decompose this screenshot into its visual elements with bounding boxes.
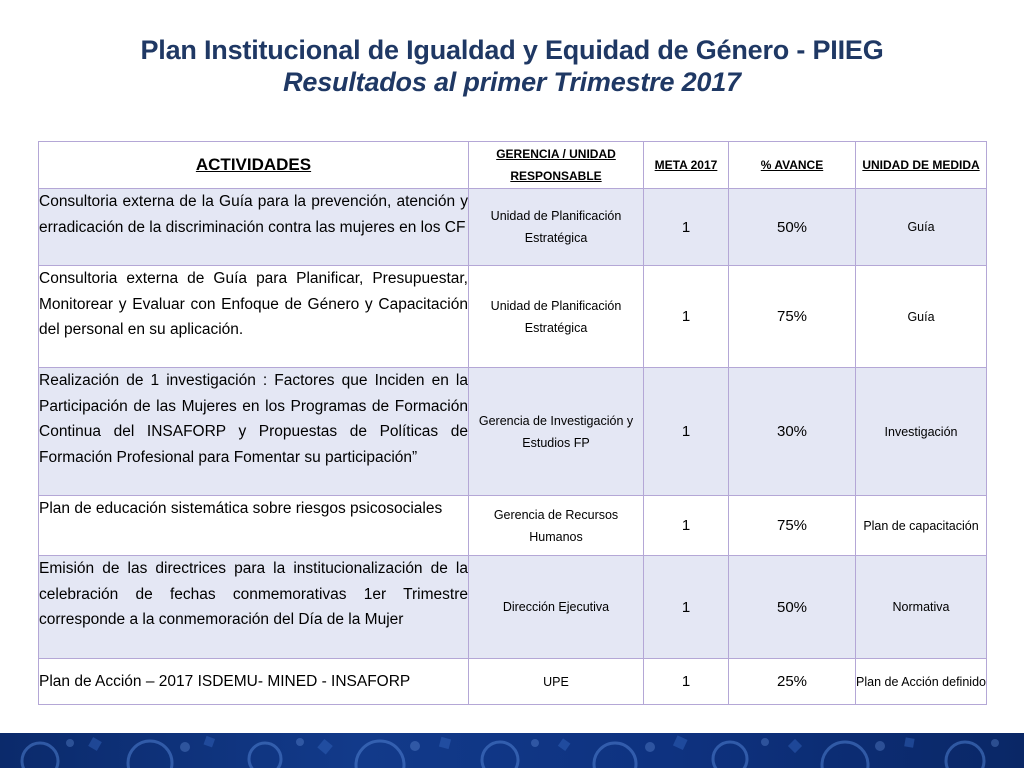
table-row (39, 368, 987, 496)
gerencia-cell: Dirección Ejecutiva (469, 556, 644, 659)
gerencia-cell: Gerencia de Investigación y Estudios FP (469, 368, 644, 496)
title-main: Plan Institucional de Igualdad y Equidad de Género - PIIEG (140, 35, 884, 65)
header-meta: META 2017 (644, 142, 729, 189)
results-table (38, 141, 987, 705)
meta-cell: 1 (644, 189, 729, 266)
header-avance: % AVANCE (729, 142, 856, 189)
table-row (39, 496, 987, 556)
avance-cell: 30% (729, 368, 856, 496)
header-unidad: UNIDAD DE MEDIDA (856, 142, 987, 189)
actividad-cell: Plan de Acción – 2017 ISDEMU- MINED - INSAFORP (39, 659, 469, 705)
gear-pattern-icon (0, 733, 1024, 768)
avance-cell: 75% (729, 266, 856, 368)
gerencia-cell: Unidad de Planificación Estratégica (469, 266, 644, 368)
header-actividades: ACTIVIDADES (39, 142, 469, 189)
title-subtitle: Resultados al primer Trimestre 2017 (283, 67, 741, 97)
actividad-cell: Plan de educación sistemática sobre riesgos psicosociales (39, 496, 469, 556)
table-header-row (39, 142, 987, 189)
header-gerencia: GERENCIA / UNIDAD RESPONSABLE (469, 142, 644, 189)
avance-cell: 75% (729, 496, 856, 556)
unidad-cell: Investigación (856, 368, 987, 496)
avance-cell: 25% (729, 659, 856, 705)
unidad-cell: Plan de capacitación (856, 496, 987, 556)
table-row (39, 659, 987, 705)
actividad-cell: Realización de 1 investigación : Factores que Inciden en la Participación de las Mujeres en los Programas de Formación Continua del INSAFORP y Propuestas de Políticas de Formación Profesional para Fomentar su participación” (39, 368, 469, 496)
meta-cell: 1 (644, 556, 729, 659)
slide-title (0, 34, 1024, 98)
actividad-cell: Consultoria externa de la Guía para la prevención, atención y erradicación de la discriminación contra las mujeres en los CF (39, 189, 469, 266)
meta-cell: 1 (644, 659, 729, 705)
avance-cell: 50% (729, 189, 856, 266)
gerencia-cell: Gerencia de Recursos Humanos (469, 496, 644, 556)
meta-cell: 1 (644, 266, 729, 368)
unidad-cell: Plan de Acción definido (856, 659, 987, 705)
table-row (39, 189, 987, 266)
meta-cell: 1 (644, 368, 729, 496)
table-row (39, 556, 987, 659)
gerencia-cell: UPE (469, 659, 644, 705)
actividad-cell: Emisión de las directrices para la institucionalización de la celebración de fechas conmemorativas 1er Trimestre corresponde a la conmemoración del Día de la Mujer (39, 556, 469, 659)
avance-cell: 50% (729, 556, 856, 659)
footer-band (0, 733, 1024, 768)
unidad-cell: Guía (856, 189, 987, 266)
unidad-cell: Normativa (856, 556, 987, 659)
actividad-cell: Consultoria externa de Guía para Planificar, Presupuestar, Monitorear y Evaluar con Enfoque de Género y Capacitación del personal en su aplicación. (39, 266, 469, 368)
meta-cell: 1 (644, 496, 729, 556)
unidad-cell: Guía (856, 266, 987, 368)
table-row (39, 266, 987, 368)
gerencia-cell: Unidad de Planificación Estratégica (469, 189, 644, 266)
